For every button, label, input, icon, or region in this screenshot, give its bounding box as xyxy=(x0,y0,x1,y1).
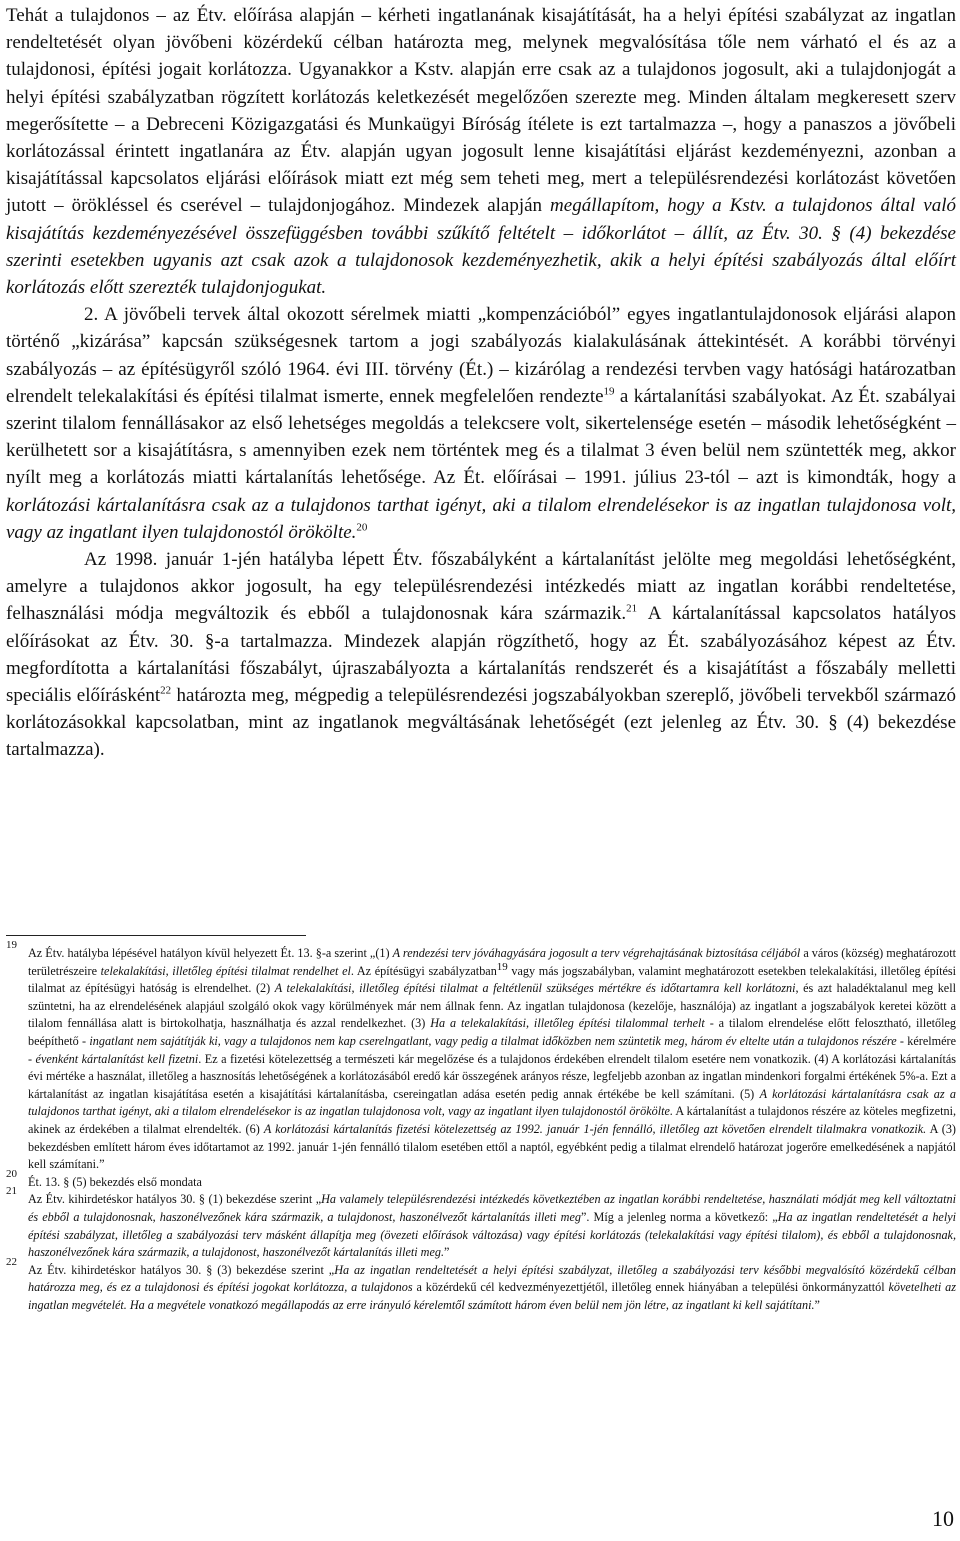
footnote-text: , és azt haladéktalanul meg kell szüntetni, ha az elrendelésének alapjául szolgáló okok vagy körülmények már nem állnak fenn. Az ingatlan tulajdonosa (kezelője, használója) az ingatlant a jogszabályok keretei között a tilalom fennállása alatt is birtokolhatja, használhatja és azzal rendelkezhet. (3) xyxy=(28,981,956,1031)
footnote-text: Az Étv. kihirdetéskor hatályos 30. § (1) bekezdése szerint „ xyxy=(28,1192,322,1207)
paragraph-1 xyxy=(6,2,956,301)
paragraph-2 xyxy=(6,301,956,546)
footnote-text: ” xyxy=(814,1297,820,1312)
footnote-italic: követelheti az ingatlan megvételét. Ha a megvétele vonatkozó megállapodás az erre irányuló kérelemtől számított három éven belül nem jön létre, az ingatlant ki kell sajátítani. xyxy=(28,1280,956,1312)
footnote-ref-21[interactable]: 21 xyxy=(626,603,638,616)
footnote-ref-22[interactable]: 22 xyxy=(160,684,172,697)
footnote-ref-20[interactable]: 20 xyxy=(356,521,368,534)
footnote-italic: Ha az ingatlan rendeltetését a helyi építési szabályzat, illetőleg a szabályozási terv későbbi megvalósító közérdekű célban határozza meg, és ez a tulajdonosi és építési jogokat korlátozza, a tulajdonos xyxy=(28,1262,956,1295)
footnote-separator xyxy=(6,935,306,936)
paragraph-3-text-b: A kártalanítással kapcsolatos hatályos előírásokat az Étv. 30. §-a tartalmazza. Mindezek alapján rögzíthető, hogy az Ét. szabályozásához képest az Étv. megfordította a kártalanítási főszabályt, újraszabályozta a kártalanítás rendszerét és a kisajátítást a főszabály melletti speciális előírásként xyxy=(6,603,956,707)
footnote-text: A kártalanítást a tulajdonos részére az köteles megfizetni, akinek az érdekében a tilalmat elrendelték. (6) xyxy=(28,1104,957,1136)
footnote-20: 20 Ét. 13. § (5) bekezdés első mondata xyxy=(6,1167,202,1189)
footnote-italic: Ha az ingatlan rendeltetését a helyi építési szabályzat, illetőleg a szabályozási terv másként állapítja meg (övezeti előírások változása) vagy építési korlátozás (telekalakítási vagy építési tilalom), és ebből a tulajdonosnak, haszonélvezőnek kára származik, a tulajdonost, haszonélvezőt kártalanítás illeti meg. xyxy=(28,1209,956,1260)
footnote-italic: Ha a telekalakítási, illetőleg építési tilalommal terhelt xyxy=(430,1016,705,1031)
footnote-21: 21 Az Étv. kihirdetéskor hatályos 30. § (1) bekezdése szerint „Ha valamely településrendezési intézkedés következtében az ingatlan korábbi rendeltetése, használati módját meg kell változtatni és ebből a tulajdonosnak, haszonélvezőnek kára származik, a tulajdonost, haszonélvezőt kártalanítás illeti meg”. Míg a jelenleg norma a következő: „Ha az ingatlan rendeltetését a helyi építési szabályzat, illetőleg a szabályozási terv másként állapítja meg (övezeti előírások változása) vagy építési korlátozás (telekalakítási vagy építési tilalom), és ebből a tulajdonosnak, haszonélvezőnek kára származik, a tulajdonost, haszonélvezőt kártalanítás illeti meg.” xyxy=(6,1185,956,1260)
footnote-text: A (3) bekezdésben említett három éves időtartamot az 1992. január 1-jén fennálló tilalom esetében ettől a naptól, egyébként pedig a tilalmat elrendelő határozat jogerőre emelkedésének a napjától kell számítani.” xyxy=(28,1121,956,1172)
footnote-text: - a tilalom elrendelése előtt felosztható, illetőleg beépíthető - xyxy=(28,1016,956,1048)
footnote-italic: évenként kártalanítást kell fizetni xyxy=(35,1051,199,1066)
footnotes xyxy=(6,939,957,1314)
paragraph-2-text-a: 2. A jövőbeli tervek által okozott sérelmek miatti „kompenzációból” egyes ingatlantulajdonosok eljárási alapon történő „kizárása” kapcsán szükségesnek tartom a jogi szabályozás kialakulásának áttekintését. A korábbi törvényi szabályozás – az építésügyről szóló 1964. évi III. törvény (Ét.) – kizárólag a rendezési tervben vagy hatósági határozatban elrendelt telekalakítási és építési tilalmat ismerte, ennek megfelelően rendezte xyxy=(6,304,956,407)
footnote-italic: ingatlant nem sajátítják ki, vagy a tulajdonos nem kap cserelngatlant, vagy pedig a tilalmat időközben nem szüntetik meg, három év eltelte után a tulajdonos részére xyxy=(89,1033,897,1048)
footnote-text: vagy más jogszabályban, valamint meghatározott esetekben telekalakítási, illetőleg építési tilalmat az építésügyi hatóság is elrendelhet. (2) xyxy=(28,963,957,996)
main-text xyxy=(6,2,956,764)
footnote-text: a közérdekű cél kedvezményezettjétől, illetőleg ennek hiányában a települési önkormányzattól xyxy=(412,1280,889,1295)
footnote-italic: A korlátozási kártalanítás fizetési kötelezettség az 1992. január 1-jén fennálló, illetőleg azt követően elrendelt tilalmakra vonatkozik. xyxy=(263,1121,927,1136)
paragraph-1-italic-finding: megállapítom, hogy a Kstv. a tulajdonos által való kisajátítás kezdeményezésével összefüggésben további szűkítő feltételt – időkorlátot – állít, az Étv. 30. § (4) bekezdése szerinti esetekben ugyanis azt csak azok a tulajdonosok kezdeményezhetik, akik a helyi építési szabályozás által előírt korlátozás előtt szerezték tulajdonjogukat. xyxy=(6,195,956,299)
page-number: 10 xyxy=(932,1506,954,1531)
paragraph-3 xyxy=(6,546,956,764)
footnote-text: . Az építésügyi szabályzatban xyxy=(350,963,497,978)
footnote-text: ”. Míg a jelenleg norma a következő: „ xyxy=(580,1209,778,1224)
footnote-text: . Ez a fizetési kötelezettség a természeti kár megelőzése és a tulajdonos érdekében elrendelt tilalom esetére nem vonatkozik. (4) A korlátozási kártalanítás évi mértéke a használat, illetőleg a hasznosítás lehetőségének a korlátozásából eredő kár összegének arányos része, legfeljebb azonban az ingatlan mindenkori forgalmi értékének 5%-a. Ezt a kártalanítást az ingatlan kisajátítása esetén a kisajátítási kártalanításba, csereingatlan adása esetén pedig annak értékébe be kell számítani. (5) xyxy=(28,1051,956,1101)
footnote-text: ” xyxy=(444,1245,450,1260)
paragraph-3-text-a: Az 1998. január 1-jén hatályba lépett Étv. főszabályként a kártalanítást jelölte meg megoldási lehetőségként, amelyre a tulajdonos akkor jogosult, ha egy településrendezési intézkedés miatt az ingatlan korábbi rendeltetése, felhasználási módja megváltozik és ebből a tulajdonosnak kára származik. xyxy=(6,549,956,625)
footnote-text: - kérelmére - xyxy=(28,1033,956,1066)
paragraph-2-text-b: a kártalanítási szabályokat. Az Ét. szabályai szerint tilalom fennállásakor az első lehetséges megoldás a telekcsere volt, sikertelensége esetén – második lehetőségként – kerülhetett sor a kisajátításra, s amennyiben ezek nem történtek meg és a tilalmat 3 éven belül nem szüntették meg, akkor nyílt meg a korlátozás miatti kártalanítás lehetősége. Az Ét. előírásai – 1991. július 23-tól – azt is kimondták, hogy a xyxy=(6,385,956,489)
footnote-italic: A rendezési terv jóváhagyására jogosult a terv végrehajtásának biztosítása céljából xyxy=(392,946,801,960)
footnote-italic: telekalakítási, illetőleg építési tilalmat rendelhet el xyxy=(100,963,351,978)
footnote-text: Ét. 13. § (5) bekezdés első mondata xyxy=(28,1174,202,1189)
footnote-text: a város (község) meghatározott területrészeire xyxy=(28,946,957,978)
footnote-italic: Ha valamely településrendezési intézkedés következtében az ingatlan korábbi rendeltetése, használati módját meg kell változtatni és ebből a tulajdonosnak, haszonélvezőnek kára származik, a tulajdonost, haszonélvezőt kártalanítás illeti meg xyxy=(28,1192,956,1224)
footnote-text: Az Étv. kihirdetéskor hatályos 30. § (3) bekezdése szerint „ xyxy=(28,1262,335,1277)
paragraph-3-text-c: határozta meg, mégpedig a településrendezési jogszabályokban szereplő, jövőbeli tervekből származó korlátozásokkal kapcsolatban, mint az ingatlanok megváltásának lehetőségét (ezt jelenleg az Étv. 30. § (4) bekezdése tartalmazza). xyxy=(6,685,957,761)
footnote-19: 19 Az Étv. hatályba lépésével hatályon kívül helyezett Ét. 13. §-a szerint „(1) A rendezési terv jóváhagyására jogosult a terv végrehajtásának biztosítása céljából a város (község) meghatározott területrészeire telekalakítási, illetőleg építési tilalmat rendelhet el. Az építésügyi szabályzatban$^{19}$ vagy más jogszabályban, valamint meghatározott esetekben telekalakítási, illetőleg építési tilalmat az építésügyi hatóság is elrendelhet. (2) A telekalakítási, illetőleg építési tilalmat a feltétlenül szükséges mértékre és időtartamra kell korlátozni, és azt haladéktalanul meg kell szüntetni, ha az elrendelésének alapjául szolgáló okok vagy körülmények már nem állnak fenn. Az ingatlan tulajdonosa (kezelője, használója) az ingatlant a jogszabályok keretei között a tilalom fennállása alatt is birtokolhatja, használhatja és azzal rendelkezhet. (3) Ha a telekalakítási, illetőleg építési tilalommal terhelt - a tilalom elrendelése előtt felosztható, illetőleg beépíthető - ingatlant nem sajátítják ki, vagy a tulajdonos nem kap cserelngatlant, vagy pedig a tilalmat időközben nem szüntetik meg, három év eltelte után a tulajdonos részére - kérelmére - évenként kártalanítást kell fizetni. Ez a fizetési kötelezettség a természeti kár megelőzése és a tulajdonos érdekében elrendelt tilalom esetére nem vonatkozik. (4) A korlátozási kártalanítás évi mértéke a használat, illetőleg a hasznosítás lehetőségének a korlátozásából eredő kár összegének arányos része, legfeljebb azonban az ingatlan mindenkori forgalmi értékének 5%-a. Ezt a kártalanítást az ingatlan kisajátítása esetén a kisajátítási kártalanításba, csereingatlan adása esetén pedig annak értékébe be kell számítani. (5) A korlátozási kártalanításra csak az a tulajdonos tarthat igényt, aki a tilalom elrendelésekor is az ingatlan tulajdonosa volt, vagy az ingatlant ilyen tulajdonostól örökölte. A kártalanítást a tulajdonos részére az köteles megfizetni, akinek az érdekében a tilalmat elrendelték. (6) A korlátozási kártalanítás fizetési kötelezettség az 1992. január 1-jén fennálló, illetőleg azt követően elrendelt tilalmakra vonatkozik. A (3) bekezdésben említett három éves időtartamot az 1992. január 1-jén fennálló tilalom esetében ettől a naptól, egyébként pedig a tilalmat elrendelő határozat jogerőre emelkedésének a napjától kell számítani.” xyxy=(6,939,957,1172)
footnote-text: Az Étv. hatályba lépésével hatályon kívül helyezett Ét. 13. §-a szerint „(1) xyxy=(28,946,393,960)
footnote-italic: A korlátozási kártalanításra csak az a tulajdonos tarthat igényt, aki a tilalom elrendelésekor is az ingatlan tulajdonosa volt, vagy az ingatlant ilyen tulajdonostól örökölte. xyxy=(28,1086,956,1119)
footnote-ref-19[interactable]: 19 xyxy=(603,385,615,398)
footnote-22: 22 Az Étv. kihirdetéskor hatályos 30. § (3) bekezdése szerint „Ha az ingatlan rendeltetését a helyi építési szabályzat, illetőleg a szabályozási terv későbbi megvalósító közérdekű célban határozza meg, és ez a tulajdonosi és építési jogokat korlátozza, a tulajdonos a közérdekű cél kedvezményezettjétől, illetőleg ennek hiányában a települési önkormányzattól követelheti az ingatlan megvételét. Ha a megvétele vonatkozó megállapodás az erre irányuló kérelemtől számított három éven belül nem jön létre, az ingatlant ki kell sajátítani.” xyxy=(6,1255,956,1312)
footnote-italic: A telekalakítási, illetőleg építési tilalmat a feltétlenül szükséges mértékre és időtartamra kell korlátozni xyxy=(274,981,796,996)
footnote-inner-ref: 19 xyxy=(496,960,508,973)
paragraph-1-text: Tehát a tulajdonos – az Étv. előírása alapján – kérheti ingatlanának kisajátítását, ha a helyi építési szabályzat az ingatlan rendeltetését olyan jövőbeni közérdekű célban határozta meg, melynek megvalósítása tőle nem várható el és az a tulajdonosi, építési jogait korlátozza. Ugyanakkor a Kstv. alapján erre csak az a tulajdonos jogosult, aki a tulajdonjogát a helyi építési szabályzatban rögzített korlátozás keletkezését megelőzően szerezte meg. Minden általam megkeresett szerv megerősítette – a Debreceni Közigazgatási és Munkaügyi Bíróság ítélete is ezt tartalmazza –, hogy a panaszos a jövőbeli korlátozással érintett ingatlanára az Étv. alapján ugyan jogosult lenne kisajátítási eljárást kezdeményezni, azonban a kisajátítással kapcsolatos eljárási előírások miatt ezt még sem teheti meg, mert a településrendezési korlátozást követően jutott – örökléssel és cserével – tulajdonjogához. Mindezek alapján xyxy=(6,5,956,217)
paragraph-2-italic-quote: korlátozási kártalanításra csak az a tulajdonos tarthat igényt, aki a tilalom elrendelésekor is az ingatlan tulajdonosa volt, vagy az ingatlant ilyen tulajdonostól örökölte. xyxy=(6,494,956,543)
